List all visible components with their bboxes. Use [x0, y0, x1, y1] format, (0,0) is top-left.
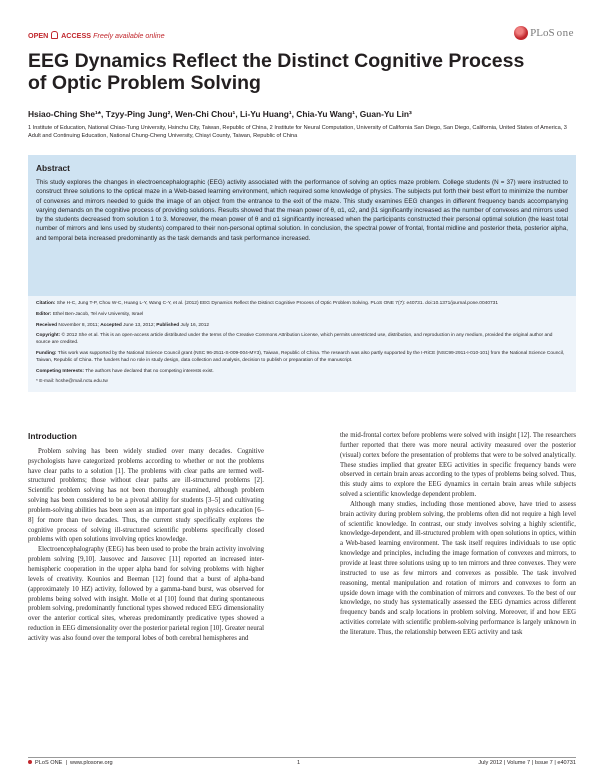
accepted-date: June 13, 2012;	[123, 322, 155, 328]
abstract-heading: Abstract	[36, 163, 70, 173]
footer-divider	[28, 757, 576, 758]
citation-text: She H-C, Jung T-P, Chou W-C, Huang L-Y, Wang C-Y, et al. (2012) EEG Dynamics Reflect the Distinct Cognitive Process of Optic Problem Solving. PLoS ONE 7(7): e40731. doi:10.1371/journal.pone.0040731	[56, 301, 498, 306]
citation	[36, 301, 568, 308]
abstract-text: This study explores the changes in electroencephalographic (EEG) activity associated with the performance of solving an optics maze problem. College students (N = 37) were instructed to construct three solutions to the optical maze in a Web-based learning environment, which required some knowledge of physics. The subjects put forth their best effort to minimize the number of convexes and mirrors needed to guide the image of an object from the entrance to the exit of the maze. This study examines EEG changes in different frequency bands accompanying varying demands on the cognitive process of providing solutions. Results showed that the mean power of θ, α1, α2, and β1 significantly increased as the number of convexes and mirrors used by the students decreased from solution 1 to 3. Moreover, the mean power of θ and α1 significantly increased when the participants constructed their personal optimal solution (the least total number of mirrors and lens used by students) compared to their non-personal optimal solution. In conclusion, the spectral power of frontal, frontal midline and posterior theta, posterior alpha, and temporal beta increased predominantly as the task demands and task performance increased.	[36, 179, 568, 242]
body-paragraph: the mid-frontal cortex before problems were solved with insight [12]. The researchers further reported that there was more neural activity measured over the posterior (visual) cortex before the presentation of problems that were to be solved analytically. These studies implied that greater EEG activities in specific frequency bands were observed in certain brain areas according to the types of problems being solved. Thus, this study aims to explore the EEG dynamics in certain brain areas while subjects solved a scientific knowledge dependent problem.	[340, 432, 576, 499]
body-paragraph: Problem solving has been widely studied over many decades. Cognitive psychologists have categorized problems according to whether or not the problems have clear paths to a solution [1]. The problems with clear paths are termed well-structured problems; those without clear paths are ill-structured problems [2]. Scientific problem solving has not been thoroughly examined, although problem solving has been considered to be a pivotal ability for students [3–5] and cultivating problem-solving abilities has been seen as an important goal in physics education [6–8] for more than two decades. Thus, the current study specifically explores the cognitive process of solving ill-structured scientific problems specifically closed problems with open solutions involving optics knowledge.	[28, 447, 264, 544]
editor-text: Ethel Ben-Jacob, Tel Aviv University, Israel	[52, 311, 144, 317]
logo-plos-text: PLoS	[530, 27, 555, 39]
competing-label: Competing Interests:	[36, 368, 84, 374]
competing-text: The authors have declared that no competing interests exist.	[85, 368, 214, 374]
received-label: Received	[36, 322, 58, 328]
footer-site-link[interactable]: www.plosone.org	[70, 760, 113, 766]
author-list: Hsiao-Ching She¹*, Tzyy-Ping Jung², Wen-Chi Chou¹, Li-Yu Huang¹, Chia-Yu Wang¹, Guan-Yu Lin³	[28, 109, 412, 119]
page-number: 1	[297, 760, 301, 766]
funding	[36, 351, 568, 365]
copyright-label: Copyright:	[36, 333, 61, 339]
plos-dot-icon	[28, 760, 32, 764]
plos-circle-icon	[514, 26, 528, 40]
access-label: ACCESS	[61, 31, 92, 40]
body-paragraph: Although many studies, including those mentioned above, have tried to assess brain activity during problem solving, the problems often did not require a high level of scientific knowledge. In contrast, our study involves solving a highly scientific, knowledge-dependent, and ill-structured problem with open solutions in optics, within a Web-based learning environment. The task itself requires individuals to use optic knowledge and principles, including the image formation of convexes and mirrors, to provide at least three solutions using up to ten mirrors and three convexes. They were instructed to use as few mirrors and convexes as possible. The task involved reasoning, mental manipulation and rotation of mirrors and convexes to form an upside down image with the combination of mirrors and convexes. To the best of our knowledge, no study has systematically assessed the EEG dynamics across different frequency bands and scalp locations in problem solving. Moreover, if and how EEG activities correlate with scientific problem-solving performance is largely unknown in the literature. Thus, the relationship between EEG activity and task	[340, 500, 576, 636]
article-metadata	[28, 296, 576, 392]
introduction-heading: Introduction	[28, 431, 77, 441]
published-label: Published	[156, 322, 180, 328]
corresponding-email[interactable]: * E-mail: hcshe@mail.nctu.edu.tw	[36, 379, 108, 385]
article-title: EEG Dynamics Reflect the Distinct Cognitive Process of Optic Problem Solving	[28, 50, 525, 94]
open-access-lock-icon	[51, 31, 58, 39]
dates	[36, 323, 568, 330]
competing-interests	[36, 369, 568, 376]
affiliations: 1 Institute of Education, National Chiao-Tung University, Hsinchu City, Taiwan, Republic of China, 2 Institute for Neural Computation, University of California San Diego, San Diego, California, United States of America, 3 Adult and Continuing Education, National Chung-Cheng University, Chiayi County, Taiwan, Republic of China	[28, 125, 567, 140]
funding-label: Funding:	[36, 350, 57, 356]
body-paragraph: Electroencephalography (EEG) has been used to probe the brain activity involving problem solving [9,10]. Jausovec and Jausovec [11] reported an increased inter-hemispheric cooperation in the upper alpha band for solving problems with higher levels of creativity. Kounios and Beeman [12] found that a burst of alpha-band (approximately 10 HZ) activity, followed by a gamma-band burst, was observed for problems being solved with insight. Molle et al [10] found that during spontaneous problem solving, predominantly functional types showed reduced EEG dimensionality over the anterior cortical sites, whereas predominantly predicative types showed a reduction in EEG dimensionality over the posterior parietal region [10]. Greater neural activity was also found over the temporal lobes of both cerebral hemispheres and	[28, 546, 264, 642]
abstract-box	[28, 155, 576, 296]
funding-text: This work was supported by the National Science Council grant (NSC 96-2511-S-009-004-MY3), Taiwan, Republic of China. The research was also partly supported by the I-RiCE (NSC99-2911-I-010-101) from the National Science Council, Taiwan, Republic of China. The funders had no role in study design, data collection and analysis, decision to publish or preparation of the manuscript.	[36, 350, 565, 363]
body-column-right	[340, 431, 576, 638]
freely-available-label: Freely available online	[93, 31, 165, 40]
editor	[36, 312, 568, 319]
footer-journal: PLoS ONE | www.plosone.org	[28, 760, 113, 766]
copyright	[36, 333, 568, 347]
published-date: July 16, 2012	[180, 322, 210, 328]
footer-journal-name: PLoS ONE	[35, 760, 63, 766]
received-date: November 8, 2011;	[58, 322, 99, 328]
citation-label: Citation:	[36, 301, 56, 306]
editor-label: Editor:	[36, 311, 52, 317]
open-label: OPEN	[28, 31, 49, 40]
accepted-label: Accepted	[100, 322, 122, 328]
journal-logo[interactable]	[514, 26, 574, 40]
footer-issue: July 2012 | Volume 7 | Issue 7 | e40731	[478, 760, 576, 766]
copyright-text: © 2012 She et al. This is an open-access article distributed under the terms of the Creative Commons Attribution License, which permits unrestricted use, distribution, and reproduction in any medium, provided the original author and source are credited.	[36, 333, 553, 346]
body-column-left	[28, 432, 264, 644]
logo-one-text: one	[556, 27, 574, 39]
open-access-badge	[28, 31, 165, 40]
